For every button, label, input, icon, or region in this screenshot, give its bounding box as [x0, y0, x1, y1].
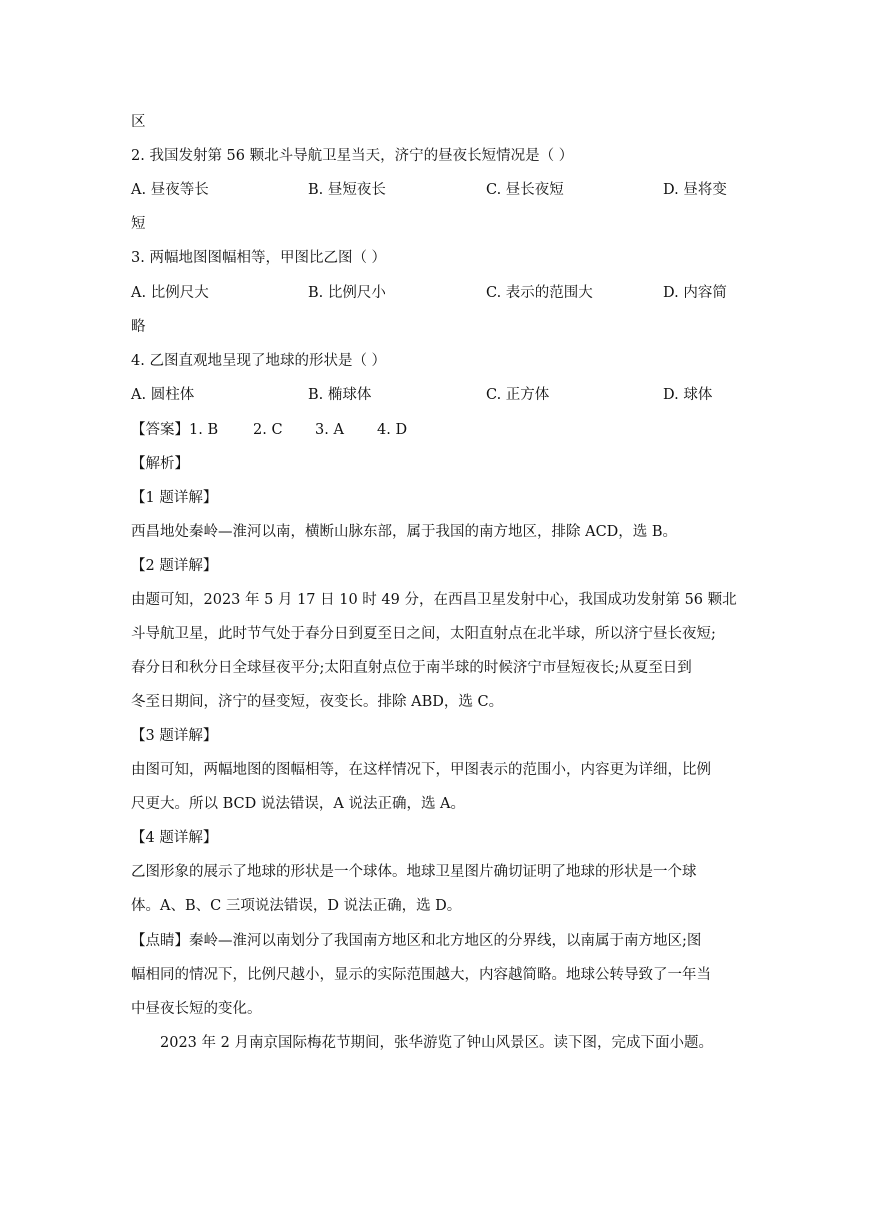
q1-detail-text: 西昌地处秦岭—淮河以南，横断山脉东部，属于我国的南方地区，排除 ACD，选 B。: [131, 524, 678, 540]
answer-line: [131, 420, 407, 440]
q4-detail-heading: 【4 题详解】: [131, 830, 218, 846]
q3-option-d-continued: 略: [131, 319, 146, 335]
q4-option-a: A. 圆柱体: [131, 387, 195, 403]
q3-option-c: C. 表示的范围大: [486, 285, 593, 301]
q3-detail-text-1: 由图可知，两幅地图的图幅相等，在这样情况下，甲图表示的范围小，内容更为详细，比例: [131, 762, 711, 778]
q2-detail-text-1: 由题可知，2023 年 5 月 17 日 10 时 49 分，在西昌卫星发射中心，我国成功发射第 56 颗北: [131, 592, 737, 608]
analysis-heading: 【解析】: [131, 456, 189, 472]
answer-label: 【答案】: [131, 422, 189, 438]
q3-option-d: D. 内容简: [663, 285, 727, 301]
q4-option-c: C. 正方体: [486, 387, 550, 403]
next-question-intro: 2023 年 2 月南京国际梅花节期间，张华游览了钟山风景区。读下图，完成下面小题。: [160, 1035, 713, 1051]
key-point-text-1: 【点睛】秦岭—淮河以南划分了我国南方地区和北方地区的分界线，以南属于南方地区;图: [131, 933, 702, 949]
q2-option-b: B. 昼短夜长: [308, 182, 386, 198]
q1-detail-heading: 【1 题详解】: [131, 490, 218, 506]
answer-2: 2. C: [253, 422, 283, 438]
answer-1: 1. B: [189, 422, 219, 438]
q3-detail-heading: 【3 题详解】: [131, 728, 218, 744]
q4-option-b: B. 椭球体: [308, 387, 372, 403]
key-point-text-3: 中昼夜长短的变化。: [131, 1001, 262, 1017]
q4-option-d: D. 球体: [663, 387, 713, 403]
q2-option-d-continued: 短: [131, 216, 146, 232]
key-point-text-2: 幅相同的情况下，比例尺越小，显示的实际范围越大，内容越简略。地球公转导致了一年当: [131, 967, 711, 983]
q2-detail-text-3: 春分日和秋分日全球昼夜平分;太阳直射点位于南半球的时候济宁市昼短夜长;从夏至日到: [131, 660, 692, 676]
q2-detail-heading: 【2 题详解】: [131, 558, 218, 574]
q2-detail-text-4: 冬至日期间，济宁的昼变短，夜变长。排除 ABD，选 C。: [131, 694, 504, 710]
q2-option-a: A. 昼夜等长: [131, 182, 209, 198]
q2-option-c: C. 昼长夜短: [486, 182, 564, 198]
q3-option-a: A. 比例尺大: [131, 285, 209, 301]
text-line: 区: [131, 114, 146, 130]
answer-3: 3. A: [315, 422, 344, 438]
q3-detail-text-2: 尺更大。所以 BCD 说法错误，A 说法正确，选 A。: [131, 796, 466, 812]
question-4: 4. 乙图直观地呈现了地球的形状是（ ）: [131, 353, 387, 369]
question-3: 3. 两幅地图图幅相等，甲图比乙图（ ）: [131, 250, 387, 266]
q3-option-b: B. 比例尺小: [308, 285, 386, 301]
q2-option-d: D. 昼将变: [663, 182, 727, 198]
answer-4: 4. D: [377, 422, 408, 438]
q2-detail-text-2: 斗导航卫星，此时节气处于春分日到夏至日之间，太阳直射点在北半球，所以济宁昼长夜短;: [131, 626, 716, 642]
q4-detail-text-2: 体。A、B、C 三项说法错误，D 说法正确，选 D。: [131, 898, 462, 914]
q4-detail-text-1: 乙图形象的展示了地球的形状是一个球体。地球卫星图片确切证明了地球的形状是一个球: [131, 864, 697, 880]
question-2: 2. 我国发射第 56 颗北斗导航卫星当天，济宁的昼夜长短情况是（ ）: [131, 148, 574, 164]
